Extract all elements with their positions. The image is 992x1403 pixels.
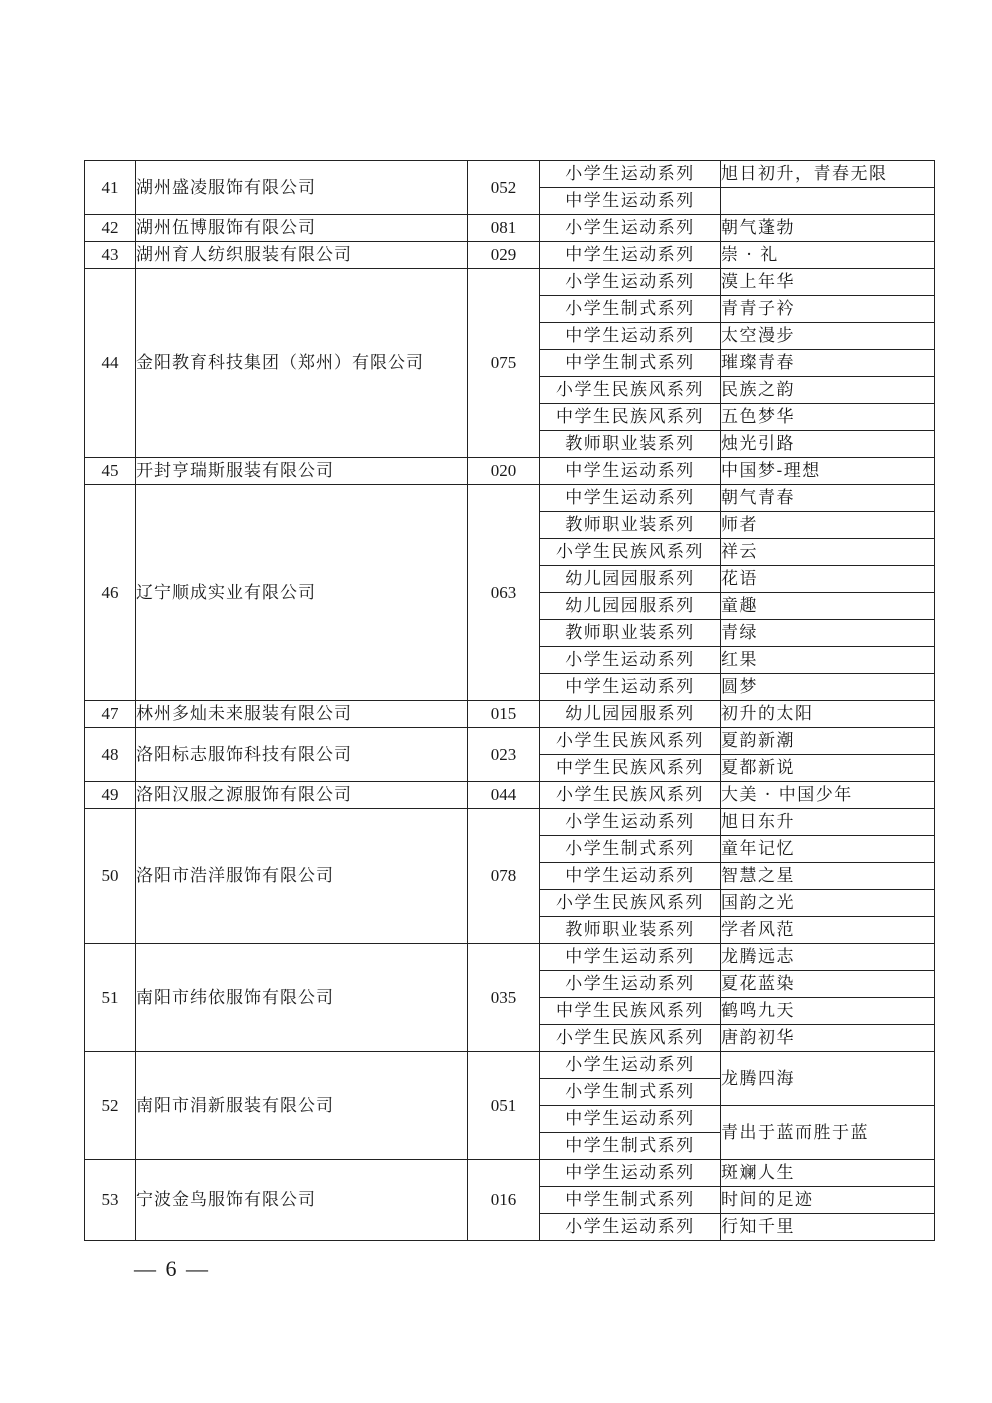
design-title: 智慧之星 bbox=[721, 863, 935, 890]
entry-number: 43 bbox=[85, 242, 136, 269]
series-category: 中学生运动系列 bbox=[540, 323, 721, 350]
design-title: 行知千里 bbox=[721, 1214, 935, 1241]
series-category: 小学生运动系列 bbox=[540, 809, 721, 836]
company-name: 洛阳标志服饰科技有限公司 bbox=[136, 728, 468, 782]
company-name: 金阳教育科技集团（郑州）有限公司 bbox=[136, 269, 468, 458]
design-title: 国韵之光 bbox=[721, 890, 935, 917]
series-category: 中学生民族风系列 bbox=[540, 998, 721, 1025]
company-name: 南阳市涓新服装有限公司 bbox=[136, 1052, 468, 1160]
entry-code: 075 bbox=[468, 269, 540, 458]
company-entry-table bbox=[84, 160, 935, 1241]
entry-number: 42 bbox=[85, 215, 136, 242]
series-category: 小学生民族风系列 bbox=[540, 1025, 721, 1052]
entry-number: 47 bbox=[85, 701, 136, 728]
design-title: 花语 bbox=[721, 566, 935, 593]
design-title: 夏韵新潮 bbox=[721, 728, 935, 755]
design-title: 红果 bbox=[721, 647, 935, 674]
series-category: 中学生民族风系列 bbox=[540, 404, 721, 431]
design-title: 祥云 bbox=[721, 539, 935, 566]
series-category: 中学生民族风系列 bbox=[540, 755, 721, 782]
design-title: 朝气蓬勃 bbox=[721, 215, 935, 242]
entry-code: 020 bbox=[468, 458, 540, 485]
design-title: 童年记忆 bbox=[721, 836, 935, 863]
design-title: 唐韵初华 bbox=[721, 1025, 935, 1052]
design-title: 学者风范 bbox=[721, 917, 935, 944]
entry-number: 45 bbox=[85, 458, 136, 485]
table-row bbox=[85, 1160, 935, 1187]
series-category: 小学生运动系列 bbox=[540, 1052, 721, 1079]
table-row bbox=[85, 458, 935, 485]
table-row bbox=[85, 485, 935, 512]
series-category: 教师职业装系列 bbox=[540, 431, 721, 458]
company-name: 湖州伍博服饰有限公司 bbox=[136, 215, 468, 242]
design-title: 中国梦-理想 bbox=[721, 458, 935, 485]
series-category: 小学生运动系列 bbox=[540, 161, 721, 188]
design-title: 青青子衿 bbox=[721, 296, 935, 323]
entry-number: 50 bbox=[85, 809, 136, 944]
design-title: 烛光引路 bbox=[721, 431, 935, 458]
design-title: 龙腾四海 bbox=[721, 1052, 935, 1106]
design-title: 大美 · 中国少年 bbox=[721, 782, 935, 809]
series-category: 中学生运动系列 bbox=[540, 485, 721, 512]
entry-code: 052 bbox=[468, 161, 540, 215]
entry-code: 063 bbox=[468, 485, 540, 701]
table-row bbox=[85, 782, 935, 809]
series-category: 幼儿园园服系列 bbox=[540, 593, 721, 620]
entry-code: 023 bbox=[468, 728, 540, 782]
series-category: 幼儿园园服系列 bbox=[540, 566, 721, 593]
series-category: 中学生制式系列 bbox=[540, 1187, 721, 1214]
series-category: 教师职业装系列 bbox=[540, 917, 721, 944]
series-category: 中学生运动系列 bbox=[540, 188, 721, 215]
company-name: 宁波金鸟服饰有限公司 bbox=[136, 1160, 468, 1241]
series-category: 小学生民族风系列 bbox=[540, 890, 721, 917]
company-name: 湖州育人纺织服装有限公司 bbox=[136, 242, 468, 269]
series-category: 小学生运动系列 bbox=[540, 269, 721, 296]
entry-number: 52 bbox=[85, 1052, 136, 1160]
entry-number: 49 bbox=[85, 782, 136, 809]
entry-code: 044 bbox=[468, 782, 540, 809]
series-category: 中学生运动系列 bbox=[540, 242, 721, 269]
design-title: 旭日初升，青春无限 bbox=[721, 161, 935, 188]
design-title: 童趣 bbox=[721, 593, 935, 620]
table-body bbox=[85, 161, 935, 1241]
series-category: 小学生民族风系列 bbox=[540, 728, 721, 755]
series-category: 小学生民族风系列 bbox=[540, 377, 721, 404]
table-row bbox=[85, 728, 935, 755]
series-category: 教师职业装系列 bbox=[540, 620, 721, 647]
company-name: 湖州盛凌服饰有限公司 bbox=[136, 161, 468, 215]
design-title: 龙腾远志 bbox=[721, 944, 935, 971]
series-category: 教师职业装系列 bbox=[540, 512, 721, 539]
design-title: 五色梦华 bbox=[721, 404, 935, 431]
series-category: 中学生运动系列 bbox=[540, 458, 721, 485]
entry-number: 48 bbox=[85, 728, 136, 782]
design-title: 青出于蓝而胜于蓝 bbox=[721, 1106, 935, 1160]
entry-number: 53 bbox=[85, 1160, 136, 1241]
entry-number: 51 bbox=[85, 944, 136, 1052]
table-row bbox=[85, 944, 935, 971]
entry-number: 41 bbox=[85, 161, 136, 215]
entry-code: 035 bbox=[468, 944, 540, 1052]
table-row bbox=[85, 215, 935, 242]
design-title: 斑斓人生 bbox=[721, 1160, 935, 1187]
company-name: 洛阳市浩洋服饰有限公司 bbox=[136, 809, 468, 944]
design-title: 鹤鸣九天 bbox=[721, 998, 935, 1025]
series-category: 小学生民族风系列 bbox=[540, 782, 721, 809]
series-category: 小学生运动系列 bbox=[540, 971, 721, 998]
table-row bbox=[85, 242, 935, 269]
entry-code: 078 bbox=[468, 809, 540, 944]
table-row bbox=[85, 161, 935, 188]
entry-code: 015 bbox=[468, 701, 540, 728]
series-category: 中学生运动系列 bbox=[540, 944, 721, 971]
entry-number: 44 bbox=[85, 269, 136, 458]
table-row bbox=[85, 701, 935, 728]
design-title: 民族之韵 bbox=[721, 377, 935, 404]
entry-code: 029 bbox=[468, 242, 540, 269]
series-category: 小学生制式系列 bbox=[540, 836, 721, 863]
series-category: 中学生运动系列 bbox=[540, 1160, 721, 1187]
series-category: 幼儿园园服系列 bbox=[540, 701, 721, 728]
company-name: 南阳市纬依服饰有限公司 bbox=[136, 944, 468, 1052]
entry-code: 016 bbox=[468, 1160, 540, 1241]
table-row bbox=[85, 1052, 935, 1079]
design-title: 太空漫步 bbox=[721, 323, 935, 350]
series-category: 中学生运动系列 bbox=[540, 863, 721, 890]
table-row bbox=[85, 269, 935, 296]
design-title: 璀璨青春 bbox=[721, 350, 935, 377]
series-category: 小学生运动系列 bbox=[540, 647, 721, 674]
series-category: 中学生制式系列 bbox=[540, 350, 721, 377]
design-title bbox=[721, 188, 935, 215]
design-title: 时间的足迹 bbox=[721, 1187, 935, 1214]
design-title: 朝气青春 bbox=[721, 485, 935, 512]
series-category: 小学生制式系列 bbox=[540, 1079, 721, 1106]
series-category: 中学生制式系列 bbox=[540, 1133, 721, 1160]
design-title: 青绿 bbox=[721, 620, 935, 647]
design-title: 师者 bbox=[721, 512, 935, 539]
table-row bbox=[85, 809, 935, 836]
company-name: 林州多灿未来服装有限公司 bbox=[136, 701, 468, 728]
design-title: 夏花蓝染 bbox=[721, 971, 935, 998]
design-title: 崇 · 礼 bbox=[721, 242, 935, 269]
series-category: 小学生民族风系列 bbox=[540, 539, 721, 566]
series-category: 小学生运动系列 bbox=[540, 1214, 721, 1241]
series-category: 小学生运动系列 bbox=[540, 215, 721, 242]
series-category: 小学生制式系列 bbox=[540, 296, 721, 323]
company-name: 辽宁顺成实业有限公司 bbox=[136, 485, 468, 701]
design-title: 圆梦 bbox=[721, 674, 935, 701]
page-number: — 6 — bbox=[134, 1256, 210, 1281]
design-title: 漠上年华 bbox=[721, 269, 935, 296]
entry-number: 46 bbox=[85, 485, 136, 701]
design-title: 夏都新说 bbox=[721, 755, 935, 782]
company-name: 洛阳汉服之源服饰有限公司 bbox=[136, 782, 468, 809]
series-category: 中学生运动系列 bbox=[540, 1106, 721, 1133]
series-category: 中学生运动系列 bbox=[540, 674, 721, 701]
design-title: 初升的太阳 bbox=[721, 701, 935, 728]
company-name: 开封亨瑞斯服装有限公司 bbox=[136, 458, 468, 485]
entry-code: 051 bbox=[468, 1052, 540, 1160]
design-title: 旭日东升 bbox=[721, 809, 935, 836]
entry-code: 081 bbox=[468, 215, 540, 242]
